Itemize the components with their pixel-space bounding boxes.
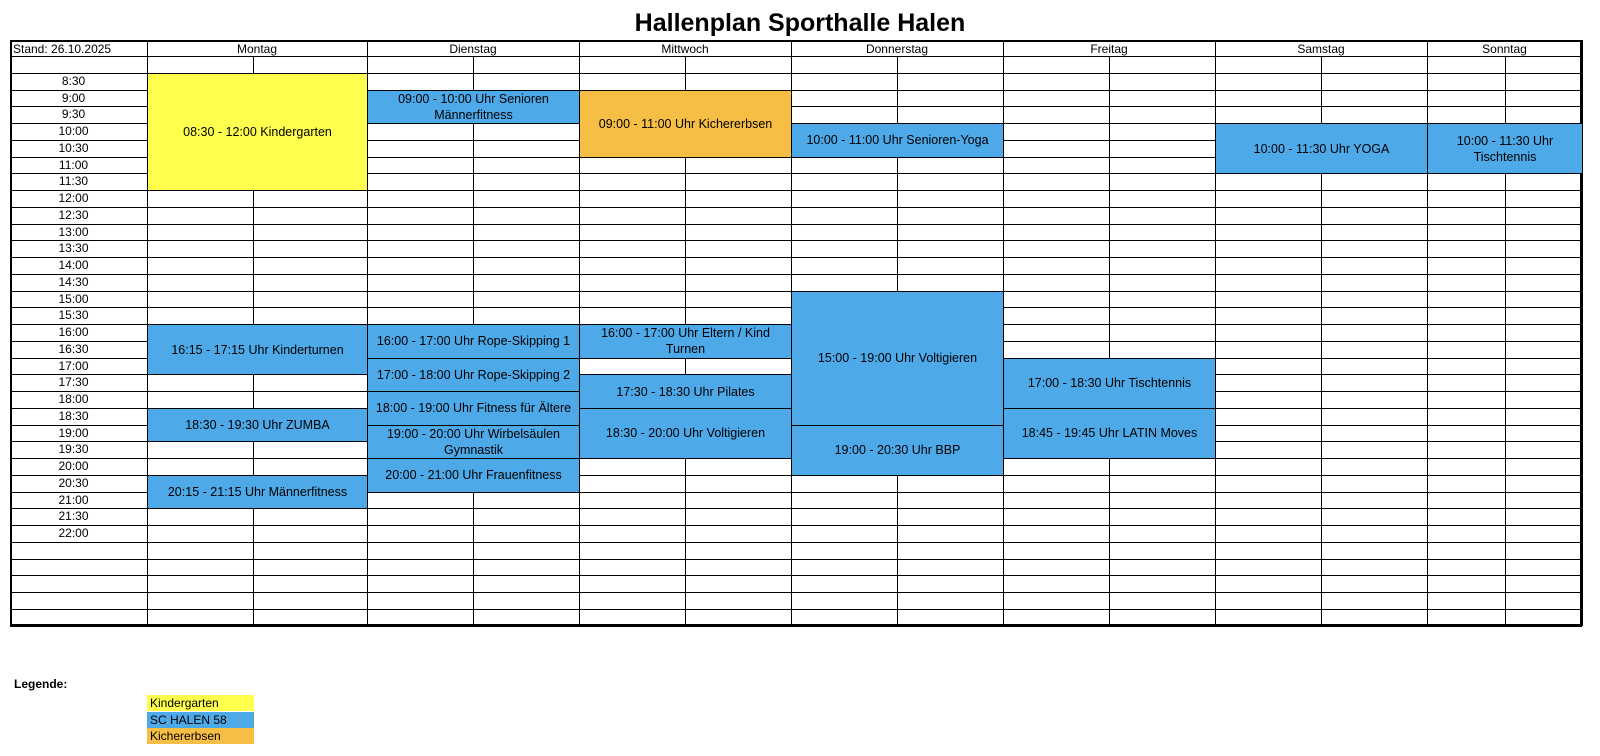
day-header-montag: Montag xyxy=(236,42,278,56)
page-title: Hallenplan Sporthalle Halen xyxy=(634,9,966,37)
row-line xyxy=(10,592,1582,593)
event-block: 09:00 - 10:00 Uhr Senioren Männerfitness xyxy=(367,90,580,125)
day-header-mittwoch: Mittwoch xyxy=(661,42,709,56)
stand-date: Stand: 26.10.2025 xyxy=(13,42,112,56)
row-line xyxy=(10,525,1582,526)
legend-title: Legende: xyxy=(14,677,68,691)
row-line xyxy=(10,257,1582,258)
event-block: 18:45 - 19:45 Uhr LATIN Moves xyxy=(1003,408,1216,459)
time-label: 22:00 xyxy=(58,526,89,540)
row-line xyxy=(10,626,1582,627)
day-header-dienstag: Dienstag xyxy=(449,42,497,56)
time-label: 14:30 xyxy=(58,274,89,289)
event-block: 10:00 - 11:00 Uhr Senioren-Yoga xyxy=(791,123,1004,158)
event-block: 16:00 - 17:00 Uhr Rope-Skipping 1 xyxy=(367,324,580,359)
row-line xyxy=(10,274,1582,275)
event-block: 15:00 - 19:00 Uhr Voltigieren xyxy=(791,291,1004,426)
row-line xyxy=(10,559,1582,560)
event-block: 16:15 - 17:15 Uhr Kinderturnen xyxy=(147,324,368,375)
event-block: 17:00 - 18:30 Uhr Tischtennis xyxy=(1003,358,1216,409)
time-label: 8:30 xyxy=(61,73,86,88)
time-label: 17:30 xyxy=(58,375,89,390)
time-label: 12:00 xyxy=(58,191,89,205)
row-line xyxy=(10,224,1582,225)
day-header-sonntag: Sonntag xyxy=(1482,42,1527,56)
time-label: 20:00 xyxy=(58,459,89,473)
time-label: 11:30 xyxy=(58,174,89,189)
time-label: 16:00 xyxy=(58,325,89,339)
day-header-samstag: Samstag xyxy=(1297,42,1345,56)
event-block: 10:00 - 11:30 Uhr YOGA xyxy=(1215,123,1428,174)
time-label: 9:00 xyxy=(61,90,86,105)
row-line xyxy=(10,207,1582,208)
time-label: 16:30 xyxy=(58,341,89,356)
event-block: 20:00 - 21:00 Uhr Frauenfitness xyxy=(367,458,580,493)
time-label: 13:30 xyxy=(58,241,89,256)
event-block: 20:15 - 21:15 Uhr Männerfitness xyxy=(147,475,368,510)
time-label: 21:00 xyxy=(58,492,89,507)
event-block: 19:00 - 20:30 Uhr BBP xyxy=(791,425,1004,476)
row-line xyxy=(10,575,1582,576)
time-label: 20:30 xyxy=(58,475,89,490)
row-line xyxy=(10,609,1582,610)
event-block: 08:30 - 12:00 Kindergarten xyxy=(147,73,368,191)
time-label: 17:00 xyxy=(58,358,89,373)
day-header-donnerstag: Donnerstag xyxy=(865,42,929,56)
event-block: 17:30 - 18:30 Uhr Pilates xyxy=(579,374,792,409)
time-label: 19:00 xyxy=(58,425,89,440)
legend-item-kindergarten: Kindergarten xyxy=(147,695,254,711)
legend-item-kichererbsen: Kichererbsen xyxy=(147,728,254,744)
time-label: 9:30 xyxy=(61,107,86,122)
time-label: 10:00 xyxy=(58,124,89,138)
event-block: 17:00 - 18:00 Uhr Rope-Skipping 2 xyxy=(367,358,580,393)
event-block: 18:30 - 20:00 Uhr Voltigieren xyxy=(579,408,792,459)
row-line xyxy=(10,542,1582,543)
time-label: 21:30 xyxy=(58,509,89,524)
day-header-freitag: Freitag xyxy=(1090,42,1128,56)
time-label: 15:00 xyxy=(58,291,89,306)
time-label: 18:30 xyxy=(58,408,89,423)
time-label: 10:30 xyxy=(58,140,89,155)
event-block: 18:00 - 19:00 Uhr Fitness für Ältere xyxy=(367,391,580,426)
legend-item-sc_halen: SC HALEN 58 xyxy=(147,712,254,728)
event-block: 09:00 - 11:00 Uhr Kichererbsen xyxy=(579,90,792,158)
time-label: 11:00 xyxy=(58,157,89,172)
row-line xyxy=(10,240,1582,241)
time-label: 19:30 xyxy=(58,442,89,457)
event-block: 16:00 - 17:00 Uhr Eltern / Kind Turnen xyxy=(579,324,792,359)
time-label: 12:30 xyxy=(58,207,89,222)
time-label: 14:00 xyxy=(58,258,89,272)
time-label: 15:30 xyxy=(58,308,89,323)
time-label: 13:00 xyxy=(58,224,89,239)
event-block: 10:00 - 11:30 Uhr Tischtennis xyxy=(1427,123,1583,174)
event-block: 18:30 - 19:30 Uhr ZUMBA xyxy=(147,408,368,443)
time-label: 18:00 xyxy=(58,392,89,406)
column-split-line xyxy=(1109,56,1110,626)
event-block: 19:00 - 20:00 Uhr Wirbelsäulen Gymnastik xyxy=(367,425,580,460)
